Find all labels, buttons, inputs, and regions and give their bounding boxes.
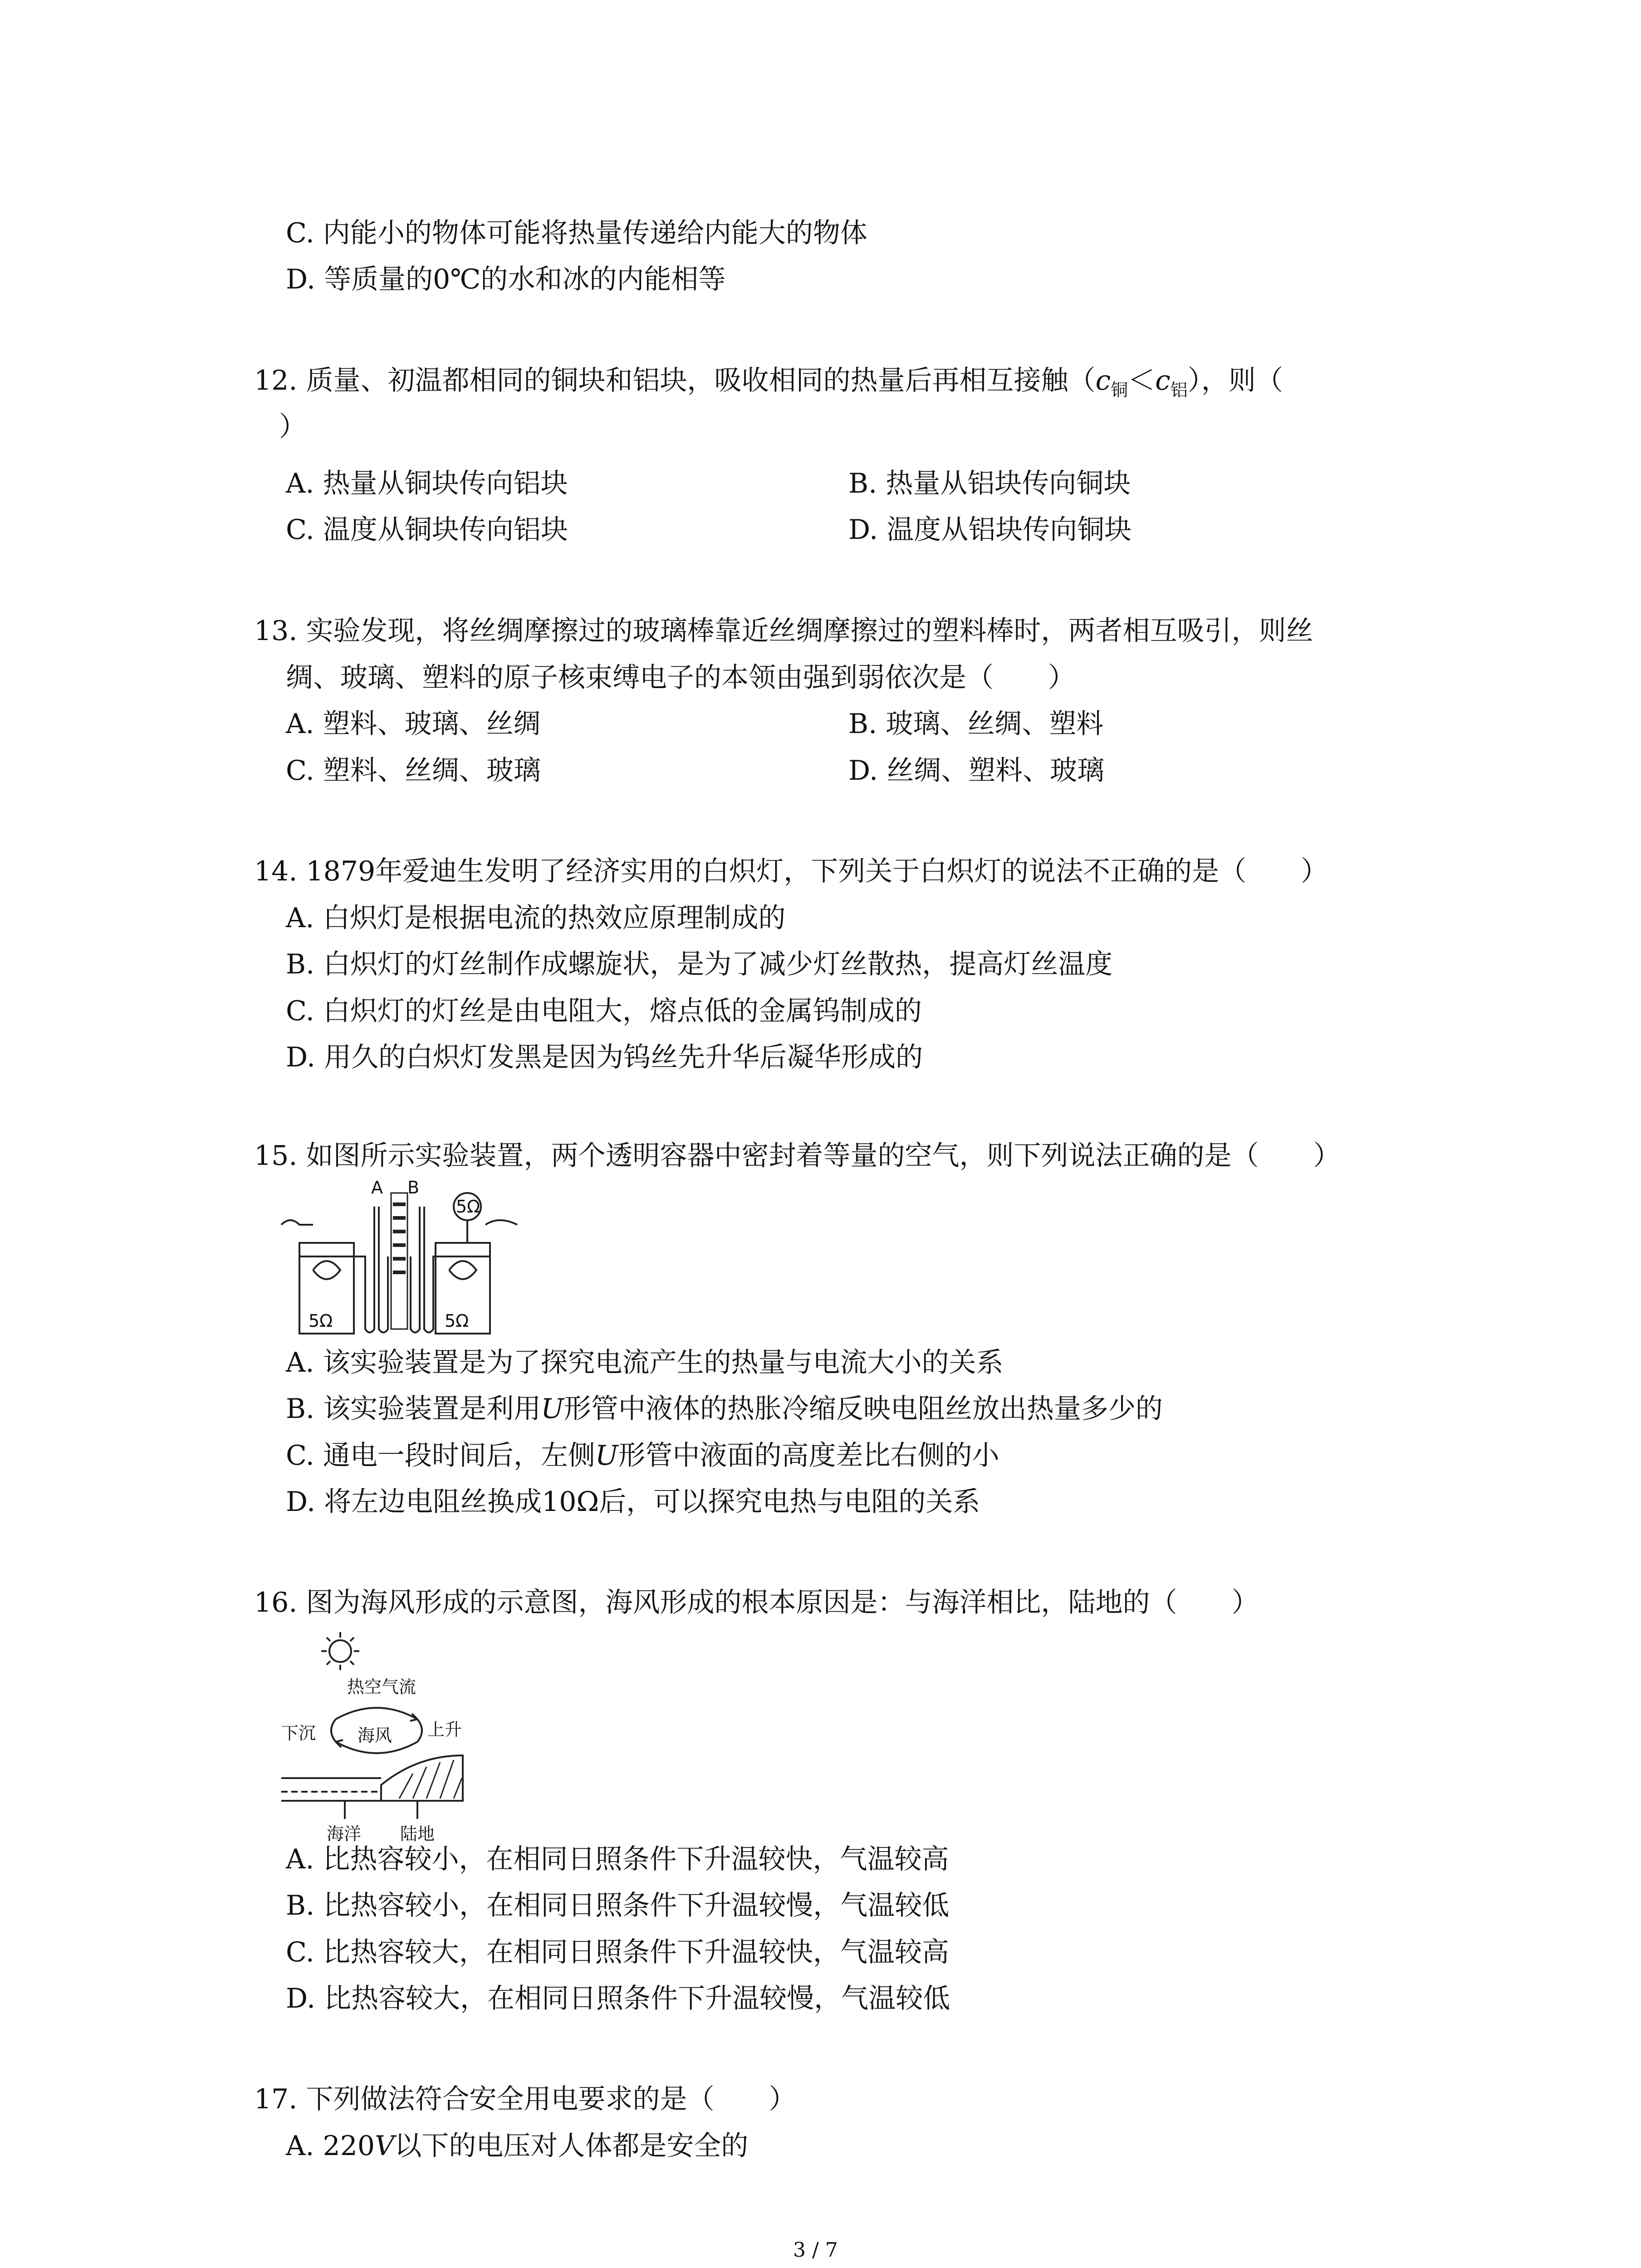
q12-option-c: C. 温度从铜块传向铝块	[286, 514, 568, 546]
q12-option-b: B. 热量从铝块传向铜块	[848, 468, 1131, 499]
q16-option-d: D. 比热容较大，在相同日照条件下升温较慢，气温较低	[286, 1983, 950, 2014]
fig-resistor-right-label: 5Ω	[445, 1311, 469, 1331]
q15-option-b: B. 该实验装置是利用U形管中液体的热胀冷缩反映电阻丝放出热量多少的	[286, 1393, 1163, 1425]
q15-option-c: C. 通电一段时间后，左侧U形管中液面的高度差比右侧的小	[286, 1440, 999, 1471]
page-number: 3 / 7	[793, 2239, 838, 2262]
q15-stem: 15. 如图所示实验装置，两个透明容器中密封着等量的空气，则下列说法正确的是（ ）	[254, 1140, 1341, 1172]
q13-option-b: B. 玻璃、丝绸、塑料	[848, 708, 1104, 740]
fig-resistor-left-label: 5Ω	[309, 1311, 333, 1331]
q13-option-c: C. 塑料、丝绸、玻璃	[286, 755, 541, 787]
sea-breeze-figure	[268, 1628, 504, 1846]
q13-option-a: A. 塑料、玻璃、丝绸	[286, 708, 541, 740]
fig-label-a: A	[371, 1178, 383, 1198]
q15-option-a: A. 该实验装置是为了探究电流产生的热量与电流大小的关系	[286, 1347, 1004, 1378]
fig-resistor-top-label: 5Ω	[456, 1197, 480, 1217]
q14-option-d: D. 用久的白炽灯发黑是因为钨丝先升华后凝华形成的	[286, 1041, 923, 1073]
q13-option-d: D. 丝绸、塑料、玻璃	[848, 755, 1105, 787]
fig-label-b: B	[407, 1178, 420, 1198]
q14-option-c: C. 白炽灯的灯丝是由电阻大，熔点低的金属钨制成的	[286, 995, 922, 1027]
fig-label-ocean: 海洋	[327, 1824, 362, 1844]
q11-option-c: C. 内能小的物体可能将热量传递给内能大的物体	[286, 217, 867, 249]
q12-stem: 12. 质量、初温都相同的铜块和铝块，吸收相同的热量后再相互接触$(c_铜<c_铝)$，则（	[254, 365, 1283, 400]
q14-option-a: A. 白炽灯是根据电流的热效应原理制成的	[286, 902, 786, 934]
fig-label-hot-air: 热空气流	[347, 1677, 416, 1697]
fig-label-sink: 下沉	[281, 1723, 316, 1743]
q17-stem: 17. 下列做法符合安全用电要求的是（ ）	[254, 2083, 796, 2115]
q16-stem: 16. 图为海风形成的示意图，海风形成的根本原因是：与海洋相比，陆地的（ ）	[254, 1587, 1259, 1618]
q15-option-d: D. 将左边电阻丝换成10Ω后，可以探究电热与电阻的关系	[286, 1486, 980, 1518]
q12-stem-close: ）	[279, 411, 306, 443]
fig-label-sea-breeze: 海风	[358, 1725, 392, 1745]
q13-stem-line2: 绸、玻璃、塑料的原子核束缚电子的本领由强到弱依次是（ ）	[286, 662, 1075, 694]
fig-label-rise: 上升	[427, 1720, 462, 1740]
q14-stem: 14. 1879年爱迪生发明了经济实用的白炽灯，下列关于白炽灯的说法不正确的是（ ）	[254, 855, 1328, 887]
joule-heating-apparatus-figure	[272, 1179, 526, 1343]
q12-option-d: D. 温度从铝块传向铜块	[848, 514, 1132, 546]
q17-option-a: A. 220V以下的电压对人体都是安全的	[286, 2130, 749, 2162]
q16-option-a: A. 比热容较小，在相同日照条件下升温较快，气温较高	[286, 1843, 949, 1875]
q16-option-b: B. 比热容较小，在相同日照条件下升温较慢，气温较低	[286, 1890, 950, 1921]
fig-label-land: 陆地	[400, 1824, 435, 1844]
q16-option-c: C. 比热容较大，在相同日照条件下升温较快，气温较高	[286, 1936, 949, 1968]
q11-option-d: D. 等质量的0℃的水和冰的内能相等	[286, 264, 726, 295]
q12-option-a: A. 热量从铜块传向铝块	[286, 468, 568, 499]
q13-stem-line1: 13. 实验发现，将丝绸摩擦过的玻璃棒靠近丝绸摩擦过的塑料棒时，两者相互吸引，则丝	[254, 615, 1313, 647]
q14-option-b: B. 白炽灯的灯丝制作成螺旋状，是为了减少灯丝散热，提高灯丝温度	[286, 948, 1113, 980]
